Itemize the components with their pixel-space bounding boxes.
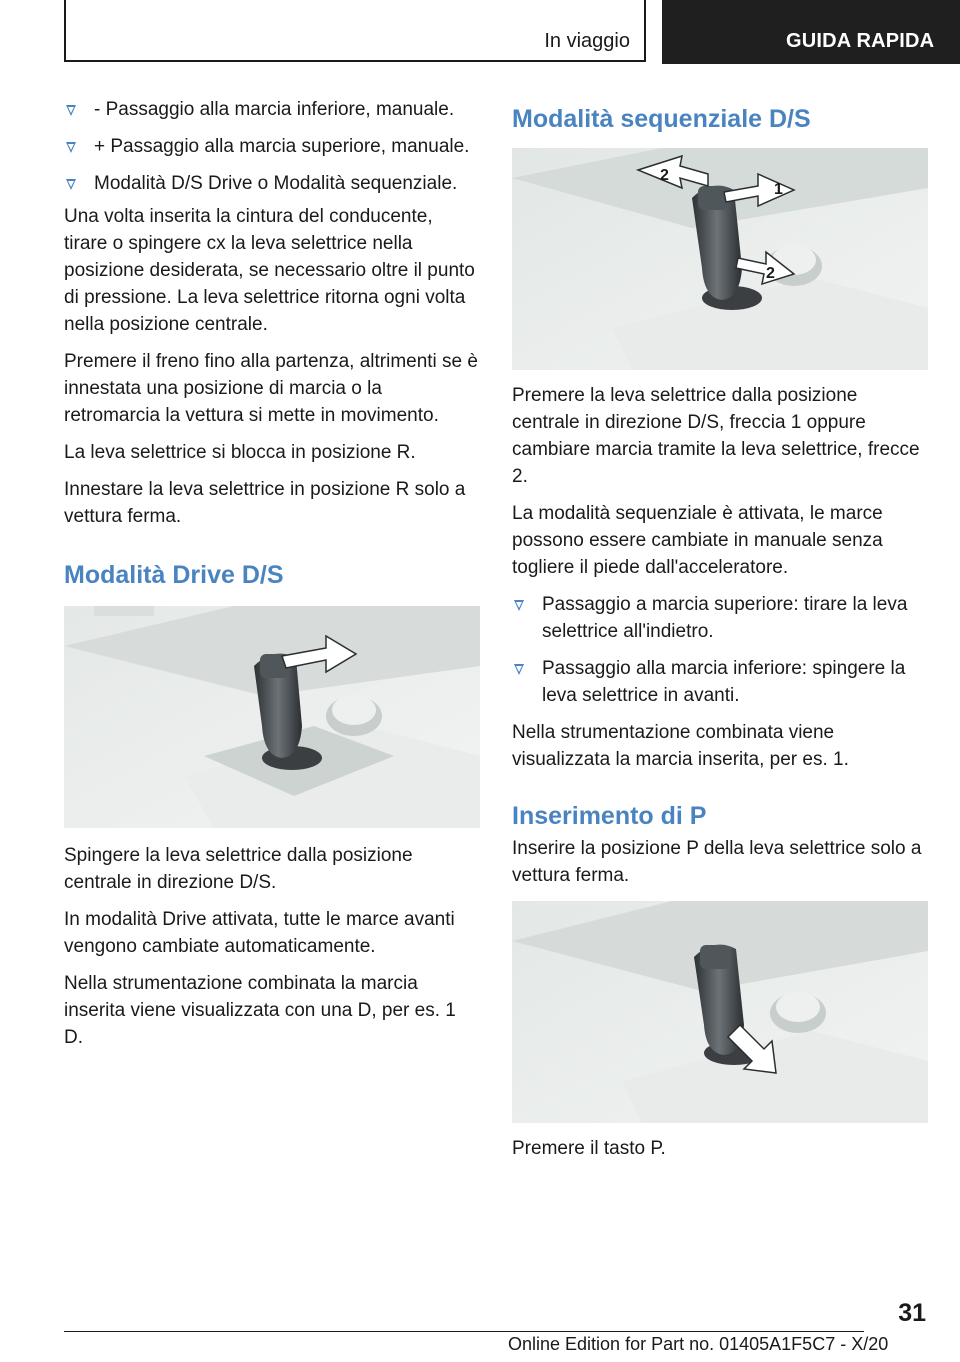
arrow-label-2-top: 2 bbox=[660, 167, 669, 184]
list-item: + Passaggio alla marcia superiore, manuale. bbox=[64, 133, 480, 160]
paragraph: Innestare la leva selettrice in posizione R solo a vettura ferma. bbox=[64, 479, 466, 527]
left-column bbox=[64, 96, 480, 1061]
figure-park-button bbox=[512, 901, 928, 1123]
paragraph: Premere il freno fino alla partenza, altrimenti se è innestata una posizione di marcia o la retromarcia la vettura si mette in movimento. bbox=[64, 351, 478, 426]
arrow-label-2-bottom: 2 bbox=[766, 265, 775, 282]
section-heading-park: Inserimento di P bbox=[512, 802, 707, 830]
bullet-triangle-icon bbox=[66, 105, 76, 116]
footer-divider bbox=[64, 1331, 864, 1332]
right-bullet-list bbox=[512, 591, 928, 709]
paragraph: La modalità sequenziale è attivata, le marce possono essere cambiate in manuale senza togliere il piede dall'acceleratore. bbox=[512, 503, 883, 578]
bullet-triangle-icon bbox=[66, 179, 76, 190]
bullet-triangle-icon bbox=[514, 664, 524, 675]
paragraph: Una volta inserita la cintura del conducente, tirare o spingere cx la leva selettrice nella posizione desiderata, se necessario oltre il punto di pressione. La leva selettrice ritorna ogni volta nella posizione centrale. bbox=[64, 206, 475, 335]
paragraph: Nella strumentazione combinata viene visualizzata la marcia inserita, per es. 1. bbox=[512, 722, 849, 770]
header-section-title: In viaggio bbox=[544, 30, 630, 52]
paragraph: Inserire la posizione P della leva selettrice solo a vettura ferma. bbox=[512, 838, 922, 886]
figure-gear-selector-sequential bbox=[512, 148, 928, 370]
page-number: 31 bbox=[898, 1299, 926, 1327]
section-heading-drive: Modalità Drive D/S bbox=[64, 561, 284, 589]
arrow-label-1: 1 bbox=[774, 181, 783, 198]
list-item: Passaggio a marcia superiore: tirare la leva selettrice all'indietro. bbox=[512, 591, 928, 645]
bullet-triangle-icon bbox=[66, 142, 76, 153]
paragraph: La leva selettrice si blocca in posizione R. bbox=[64, 442, 416, 463]
list-item: Modalità D/S Drive o Modalità sequenziale. bbox=[64, 170, 480, 197]
bullet-triangle-icon bbox=[514, 600, 524, 611]
paragraph: Premere la leva selettrice dalla posizione centrale in direzione D/S, freccia 1 oppure cambiare marcia tramite la leva selettrice, frecce 2. bbox=[512, 385, 920, 487]
list-item: - Passaggio alla marcia inferiore, manuale. bbox=[64, 96, 480, 123]
section-heading-sequential: Modalità sequenziale D/S bbox=[512, 105, 811, 133]
left-bullet-list bbox=[64, 96, 480, 197]
paragraph: Nella strumentazione combinata la marcia inserita viene visualizzata con una D, per es. 1 D. bbox=[64, 973, 456, 1048]
right-column bbox=[512, 96, 928, 1172]
paragraph: Spingere la leva selettrice dalla posizione centrale in direzione D/S. bbox=[64, 845, 413, 893]
figure-gear-selector-drive bbox=[64, 606, 480, 828]
header-tab bbox=[662, 0, 960, 64]
footer-edition: Online Edition for Part no. 01405A1F5C7 - X/20 bbox=[508, 1334, 889, 1354]
list-item: Passaggio alla marcia inferiore: spingere la leva selettrice in avanti. bbox=[512, 655, 928, 709]
header-section-box bbox=[64, 0, 646, 62]
paragraph: In modalità Drive attivata, tutte le marce avanti vengono cambiate automaticamente. bbox=[64, 909, 455, 957]
header-tab-label: GUIDA RAPIDA bbox=[786, 30, 935, 52]
paragraph: Premere il tasto P. bbox=[512, 1138, 666, 1159]
